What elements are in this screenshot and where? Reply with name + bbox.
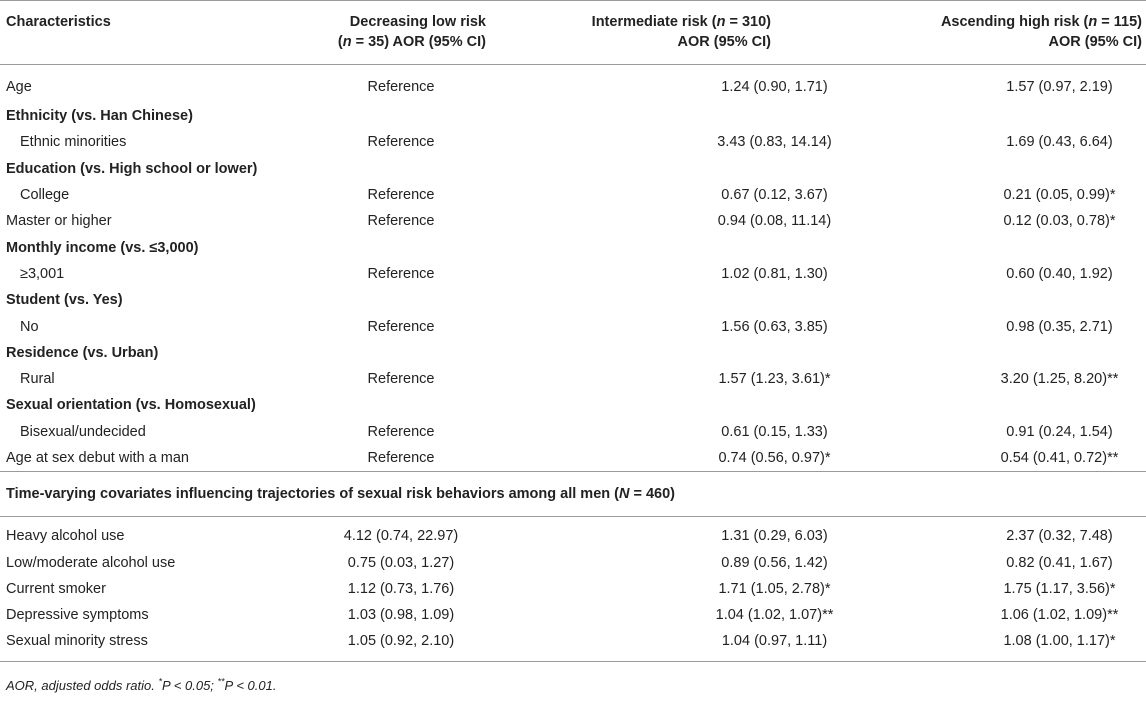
section-label: Ethnicity (vs. Han Chinese) — [6, 108, 193, 125]
decreasing-low-risk-value: Reference — [367, 134, 435, 151]
ascending-high-risk-value — [843, 156, 1146, 182]
row-label: Master or higher — [6, 213, 112, 230]
row-label: No — [20, 318, 39, 335]
table-row — [0, 366, 1146, 392]
intermediate-risk-value: 1.57 (1.23, 3.61)* — [718, 371, 831, 388]
decreasing-low-risk-value: 1.05 (0.92, 2.10) — [256, 628, 546, 661]
row-label: Low/moderate alcohol use — [6, 554, 176, 571]
significance-mark: ** — [822, 607, 834, 624]
ascending-high-risk-value — [843, 287, 1146, 313]
table-row — [0, 392, 1146, 418]
decreasing-low-risk-value — [256, 287, 546, 313]
intermediate-risk-value — [546, 156, 843, 182]
ascending-high-risk-value: 1.57 (0.97, 2.19) — [1006, 79, 1113, 95]
section-header-time-varying — [0, 472, 1146, 517]
significance-mark: * — [824, 371, 831, 388]
intermediate-risk-value: 1.02 (0.81, 1.30) — [721, 265, 828, 282]
header-ascending-high-risk: Ascending high risk (n = 115) AOR (95% CI) — [940, 14, 1142, 50]
decreasing-low-risk-value: Reference — [367, 318, 435, 335]
table-row — [0, 156, 1146, 182]
significance-mark: * — [824, 580, 831, 597]
significance-mark: * — [1109, 213, 1116, 230]
footnote: AOR, adjusted odds ratio. *P < 0.05; **P < 0.01. — [6, 676, 277, 693]
row-label: ≥3,001 — [20, 265, 65, 282]
section-label: Sexual orientation (vs. Homosexual) — [6, 397, 256, 414]
section-label: Student (vs. Yes) — [6, 292, 123, 309]
decreasing-low-risk-value: 1.12 (0.73, 1.76) — [347, 580, 455, 597]
intermediate-risk-value — [546, 392, 843, 418]
section-label: Monthly income (vs. ≤3,000) — [6, 239, 199, 256]
decreasing-low-risk-value: Reference — [367, 371, 435, 388]
row-label: Current smoker — [6, 580, 106, 597]
decreasing-low-risk-value: Reference — [367, 265, 435, 282]
row-label: Rural — [20, 371, 55, 388]
decreasing-low-risk-value: Reference — [367, 79, 435, 95]
header-decreasing-low-risk: Decreasing low risk (n = 35) AOR (95% CI) — [337, 14, 486, 50]
intermediate-risk-value — [546, 234, 843, 260]
row-label: Ethnic minorities — [20, 134, 127, 151]
intermediate-risk-value: 0.67 (0.12, 3.67) — [721, 187, 828, 204]
ascending-high-risk-value: 3.20 (1.25, 8.20)** — [1000, 371, 1119, 388]
decreasing-low-risk-value — [256, 103, 546, 129]
significance-mark: * — [824, 450, 831, 466]
header-characteristics: Characteristics — [6, 14, 111, 30]
decreasing-low-risk-value — [256, 156, 546, 182]
ascending-high-risk-value — [843, 103, 1146, 129]
decreasing-low-risk-value — [256, 234, 546, 260]
intermediate-risk-value — [546, 340, 843, 366]
decreasing-low-risk-value — [256, 392, 546, 418]
ascending-high-risk-value: 0.21 (0.05, 0.99)* — [1003, 187, 1116, 204]
time-varying-rows — [0, 472, 1146, 661]
decreasing-low-risk-value: 4.12 (0.74, 22.97) — [343, 528, 459, 545]
table-row — [0, 576, 1146, 602]
decreasing-low-risk-value: 0.75 (0.03, 1.27) — [347, 554, 455, 571]
intermediate-risk-value: 1.71 (1.05, 2.78)* — [718, 580, 831, 597]
intermediate-risk-value: 1.04 (0.97, 1.11) — [546, 628, 843, 661]
intermediate-risk-value: 0.89 (0.56, 1.42) — [721, 554, 828, 571]
intermediate-risk-value — [546, 103, 843, 129]
intermediate-risk-value: 1.04 (1.02, 1.07)** — [715, 607, 834, 624]
row-label: Sexual minority stress — [0, 628, 256, 661]
section-label: Residence (vs. Urban) — [6, 344, 159, 361]
table-row — [0, 445, 1146, 472]
intermediate-risk-value: 1.31 (0.29, 6.03) — [721, 528, 828, 545]
ascending-high-risk-value: 2.37 (0.32, 7.48) — [1006, 528, 1113, 545]
ascending-high-risk-value — [843, 234, 1146, 260]
intermediate-risk-value: 0.74 (0.56, 0.97)* — [718, 450, 831, 466]
decreasing-low-risk-value: Reference — [367, 187, 435, 204]
ascending-high-risk-value — [843, 392, 1146, 418]
table-row — [0, 261, 1146, 287]
intermediate-risk-value: 1.24 (0.90, 1.71) — [721, 79, 828, 95]
ascending-high-risk-value — [843, 340, 1146, 366]
intermediate-risk-value: 0.94 (0.08, 11.14) — [717, 213, 832, 230]
significance-mark: * — [1109, 633, 1116, 650]
ascending-high-risk-value: 0.82 (0.41, 1.67) — [1006, 554, 1113, 571]
significance-mark: ** — [1107, 371, 1119, 388]
table-row — [0, 287, 1146, 313]
table-row — [0, 549, 1146, 575]
ascending-high-risk-value: 0.54 (0.41, 0.72)** — [1000, 450, 1119, 466]
intermediate-risk-value: 3.43 (0.83, 14.14) — [717, 134, 832, 151]
row-label: Age — [6, 79, 32, 95]
table-row — [0, 340, 1146, 366]
row-label: Bisexual/undecided — [20, 423, 146, 440]
decreasing-low-risk-value: Reference — [367, 423, 435, 440]
significance-mark: ** — [1107, 607, 1119, 624]
ascending-high-risk-value: 0.60 (0.40, 1.92) — [1006, 265, 1113, 282]
table-row — [0, 182, 1146, 208]
decreasing-low-risk-value: 1.03 (0.98, 1.09) — [347, 607, 455, 624]
intermediate-risk-value: 0.61 (0.15, 1.33) — [721, 423, 828, 440]
intermediate-risk-value: 1.56 (0.63, 3.85) — [721, 318, 828, 335]
significance-mark: ** — [1107, 450, 1119, 466]
decreasing-low-risk-value: Reference — [367, 213, 435, 230]
baseline-rows — [0, 65, 1146, 472]
table-row — [0, 65, 1146, 104]
ascending-high-risk-value: 1.75 (1.17, 3.56)* — [1003, 580, 1116, 597]
table-row — [0, 129, 1146, 155]
table-row — [0, 103, 1146, 129]
intermediate-risk-value — [546, 287, 843, 313]
row-label: College — [20, 187, 70, 204]
decreasing-low-risk-value — [256, 340, 546, 366]
row-label: Heavy alcohol use — [6, 528, 125, 545]
header-row — [0, 1, 1146, 65]
significance-mark: * — [1109, 187, 1116, 204]
section-label: Education (vs. High school or lower) — [6, 160, 258, 177]
ascending-high-risk-value: 0.98 (0.35, 2.71) — [1006, 318, 1113, 335]
table-row — [0, 313, 1146, 339]
ascending-high-risk-value: 0.91 (0.24, 1.54) — [1006, 423, 1113, 440]
ascending-high-risk-value: 1.08 (1.00, 1.17)* — [843, 628, 1146, 661]
header-intermediate-risk: Intermediate risk (n = 310) AOR (95% CI) — [591, 14, 771, 50]
table-row — [0, 602, 1146, 628]
table-row — [0, 419, 1146, 445]
row-label: Age at sex debut with a man — [6, 450, 189, 466]
row-label: Depressive symptoms — [6, 607, 149, 624]
section-title: Time-varying covariates influencing trajectories of sexual risk behaviors among all men (N = 460) — [0, 472, 1146, 517]
table-row — [0, 628, 1146, 661]
ascending-high-risk-value: 0.12 (0.03, 0.78)* — [1003, 213, 1116, 230]
ascending-high-risk-value: 1.69 (0.43, 6.64) — [1006, 134, 1113, 151]
decreasing-low-risk-value: Reference — [367, 450, 435, 466]
table-row — [0, 234, 1146, 260]
table-row — [0, 517, 1146, 550]
significance-mark: * — [1109, 580, 1116, 597]
table-row — [0, 208, 1146, 234]
ascending-high-risk-value: 1.06 (1.02, 1.09)** — [1000, 607, 1119, 624]
